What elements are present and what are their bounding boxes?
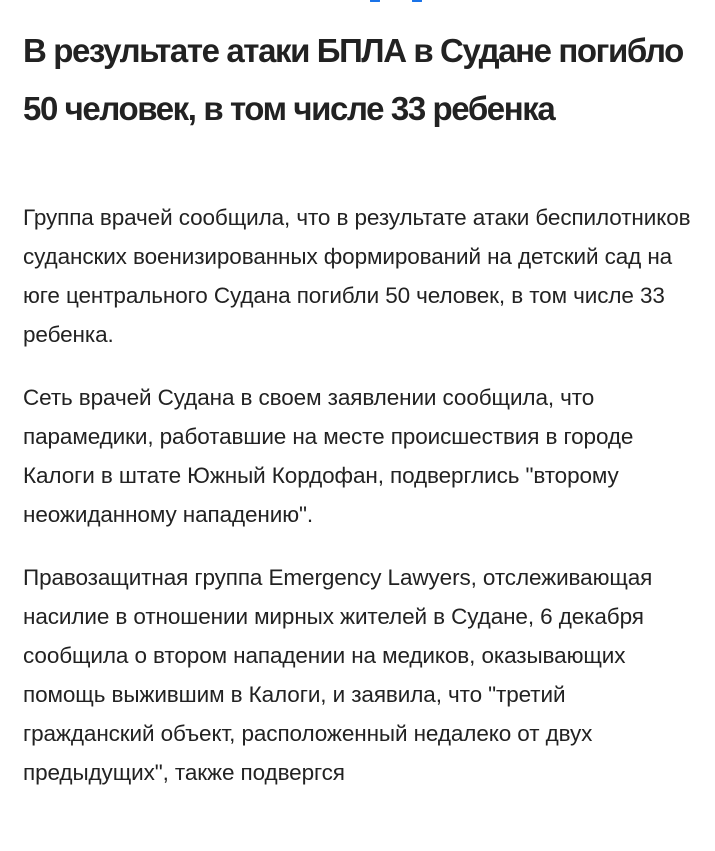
article-body — [23, 198, 695, 792]
article-paragraph-1: Группа врачей сообщила, что в результате атаки беспилотников суданских военизированных формирований на детский сад на юге центрального Судана погибли 50 человек, в том числе 33 ребенка. — [23, 205, 691, 347]
news-article — [23, 22, 695, 816]
clipped-top-link-fragment[interactable] — [370, 0, 490, 2]
article-paragraph-2: Сеть врачей Судана в своем заявлении сообщила, что парамедики, работавшие на месте происшествия в городе Калоги в штате Южный Кордофан, подверглись "второму неожиданному нападению". — [23, 385, 634, 527]
link-mark-icon — [370, 0, 380, 2]
article-paragraph-3: Правозащитная группа Emergency Lawyers, отслеживающая насилие в отношении мирных жителей в Судане, 6 декабря сообщила о втором нападении на медиков, оказывающих помощь выжившим в Калоги, и заявила, что "третий гражданский объект, расположенный недалеко от двух предыдущих", также подвергся — [23, 565, 653, 785]
article-headline: В результате атаки БПЛА в Судане погибло 50 человек, в том числе 33 ребенка — [23, 32, 683, 127]
link-mark-icon — [412, 0, 422, 2]
